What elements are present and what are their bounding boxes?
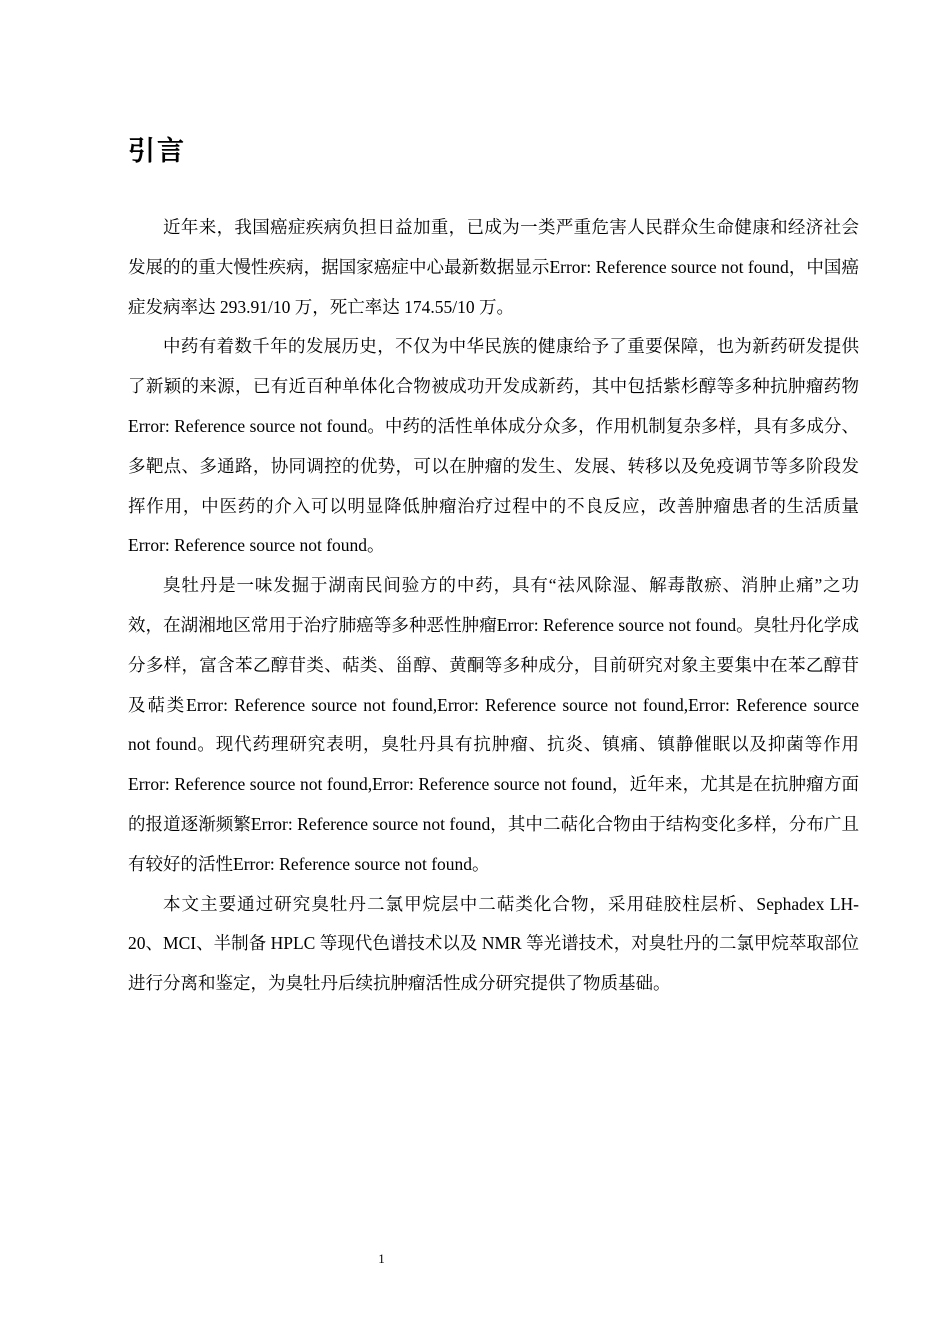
paragraph-2: 中药有着数千年的发展历史，不仅为中华民族的健康给予了重要保障，也为新药研发提供了新颖的来源，已有近百种单体化合物被成功开发成新药，其中包括紫杉醇等多种抗肿瘤药物Error: Reference source not found。中药的活性单体成分众多，作用机制复杂多样，具有多成分、多靶点、多通路，协同调控的优势，可以在肿瘤的发生、发展、转移以及免疫调节等多阶段发挥作用，中医药的介入可以明显降低肿瘤治疗过程中的不良反应，改善肿瘤患者的生活质量Error: Reference source not found。 — [128, 336, 859, 556]
section-heading: 引言 — [128, 136, 186, 167]
page-number: 1 — [378, 1251, 385, 1266]
paragraph-3: 臭牡丹是一味发掘于湖南民间验方的中药，具有“祛风除湿、解毒散瘀、消肿止痛”之功效，在湖湘地区常用于治疗肺癌等多种恶性肿瘤Error: Reference source not found。臭牡丹化学成分多样，富含苯乙醇苷类、萜类、甾醇、黄酮等多种成分，目前研究对象主要集中在苯乙醇苷及萜类Error: Reference source not found,Error: Reference source not found,Error: Reference source not found。现代药理研究表明，臭牡丹具有抗肿瘤、抗炎、镇痛、镇静催眠以及抑菌等作用Error: Reference source not found,Error: Reference source not found，近年来，尤其是在抗肿瘤方面的报道逐渐频繁Error: Reference source not found，其中二萜化合物由于结构变化多样，分布广且有较好的活性Error: Reference source not found。 — [128, 575, 859, 874]
paragraph-4: 本文主要通过研究臭牡丹二氯甲烷层中二萜类化合物，采用硅胶柱层析、Sephadex LH-20、MCI、半制备 HPLC 等现代色谱技术以及 NMR 等光谱技术，对臭牡丹的二氯甲烷萃取部位进行分离和鉴定，为臭牡丹后续抗肿瘤活性成分研究提供了物质基础。 — [128, 893, 859, 994]
paragraph-1: 近年来，我国癌症疾病负担日益加重，已成为一类严重危害人民群众生命健康和经济社会发展的的重大慢性疾病，据国家癌症中心最新数据显示Error: Reference source not found，中国癌症发病率达 293.91/10 万，死亡率达 174.55/10 万。 — [128, 217, 859, 317]
body-text — [128, 208, 859, 1004]
